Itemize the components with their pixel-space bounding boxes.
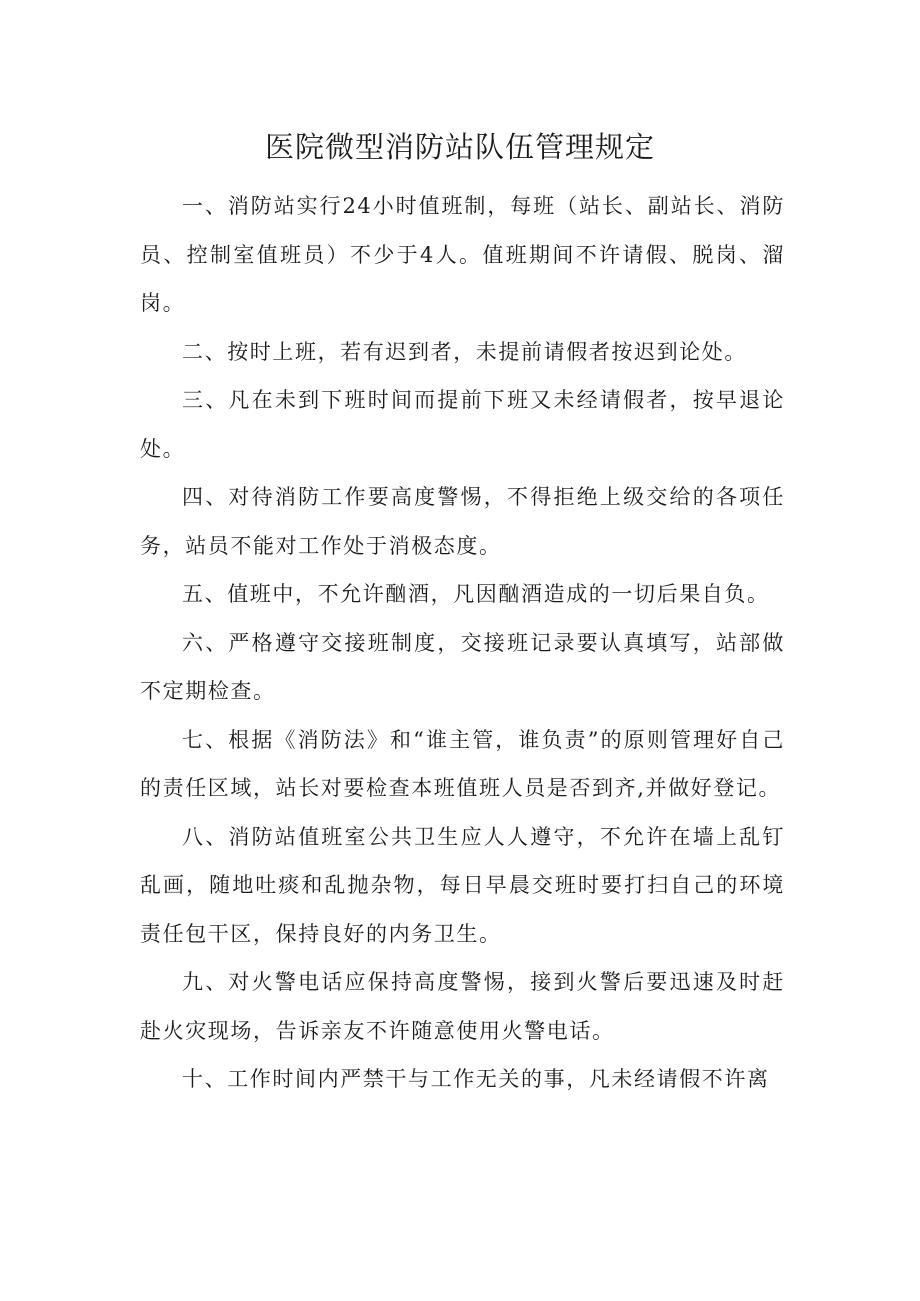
paragraph-6: 六、严格遵守交接班制度，交接班记录要认真填写，站部做不定期检查。 xyxy=(140,630,785,703)
paragraph-8: 八、消防站值班室公共卫生应人人遵守，不允许在墙上乱钉乱画，随地吐痰和乱抛杂物，每日早晨交班时要打扫自己的环境责任包干区，保持良好的内务卫生。 xyxy=(140,824,785,946)
paragraph-2: 二、按时上班，若有迟到者，未提前请假者按迟到论处。 xyxy=(182,339,747,364)
document-title: 医院微型消防站队伍管理规定 xyxy=(264,130,655,164)
paragraph-7: 七、根据《消防法》和“谁主管，谁负责”的原则管理好自己的责任区域，站长对要检查本班值班人员是否到齐,并做好登记。 xyxy=(140,727,785,800)
paragraph-4: 四、对待消防工作要高度警惕，不得拒绝上级交给的各项任务，站员不能对工作处于消极态度。 xyxy=(140,485,785,558)
document-body xyxy=(140,182,785,1104)
paragraph-3: 三、凡在未到下班时间而提前下班又未经请假者，按早退论处。 xyxy=(140,388,785,461)
paragraph-5: 五、值班中，不允许酗酒，凡因酗酒造成的一切后果自负。 xyxy=(182,582,770,606)
paragraph-9: 九、对火警电话应保持高度警惕，接到火警后要迅速及时赶赴火灾现场，告诉亲友不许随意使用火警电话。 xyxy=(140,970,785,1043)
paragraph-10: 十、工作时间内严禁干与工作无关的事，凡未经请假不许离 xyxy=(182,1067,770,1091)
paragraph-1: 一、消防站实行24小时值班制，每班（站长、副站长、消防员、控制室值班员）不少于4人。值班期间不许请假、脱岗、溜岗。 xyxy=(140,194,785,315)
